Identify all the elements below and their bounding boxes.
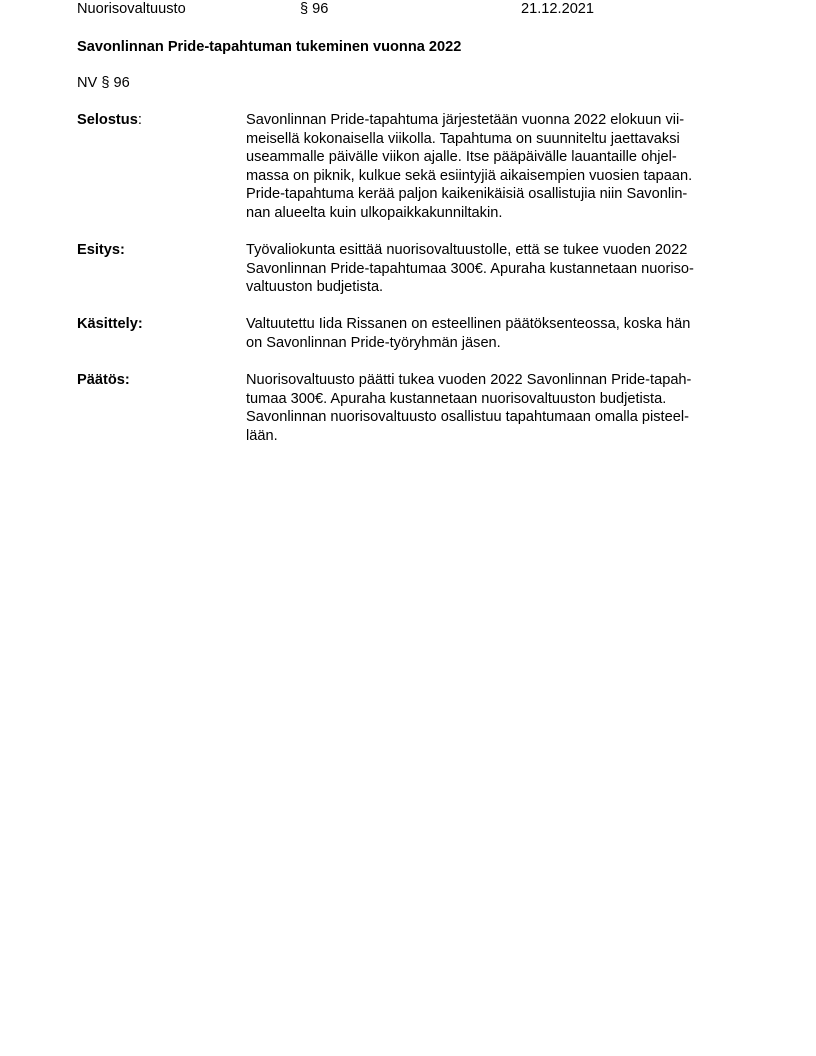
header-section-number: § 96 xyxy=(300,1,329,17)
body-line: useammalle päivälle viikon ajalle. Itse pääpäivälle lauantaille ohjel- xyxy=(246,149,677,165)
body-line: Savonlinnan Pride-tapahtumaa 300€. Apuraha kustannetaan nuoriso- xyxy=(246,260,694,277)
section-label: Käsittely: xyxy=(77,316,143,332)
body-line: Savonlinnan nuorisovaltuusto osallistuu tapahtumaan omalla pisteel- xyxy=(246,409,689,425)
body-line: valtuuston budjetista. xyxy=(246,279,384,295)
section-label xyxy=(77,111,142,130)
body-line: Pride-tapahtuma kerää paljon kaikenikäisiä osallistujia niin Savonlin- xyxy=(246,186,688,202)
body-line: Työvaliokunta esittää nuorisovaltuustolle, että se tukee vuoden 2022 xyxy=(246,242,688,258)
body-line: Nuorisovaltuusto päätti tukea vuoden 2022 Savonlinnan Pride-tapah- xyxy=(246,372,692,388)
body-line: on Savonlinnan Pride-työryhmän jäsen. xyxy=(246,334,501,351)
body-line: nan alueelta kuin ulkopaikkakunniltakin. xyxy=(246,204,503,221)
section-body xyxy=(246,315,742,352)
selostus-label-colon: : xyxy=(137,112,142,128)
body-line: meisellä kokonaisella viikolla. Tapahtuma on suunniteltu jaettavaksi xyxy=(246,130,680,147)
document-title: Savonlinnan Pride-tapahtuman tukeminen vuonna 2022 xyxy=(77,39,462,55)
section-body xyxy=(246,371,742,445)
section-body xyxy=(246,241,742,297)
section-label: Päätös: xyxy=(77,372,130,388)
section-body xyxy=(246,111,742,222)
section-label: Esitys: xyxy=(77,242,125,258)
document-reference: NV § 96 xyxy=(77,75,130,91)
body-line: Valtuutettu Iida Rissanen on esteellinen päätöksenteossa, koska hän xyxy=(246,316,691,332)
body-line: tumaa 300€. Apuraha kustannetaan nuorisovaltuuston budjetista. xyxy=(246,390,667,407)
header-organ: Nuorisovaltuusto xyxy=(77,1,186,17)
selostus-label-text: Selostus xyxy=(77,112,138,128)
body-line: massa on piknik, kulkue sekä esiintyjiä aikaisempien vuosien tapaan. xyxy=(246,167,693,184)
body-line: lään. xyxy=(246,427,278,444)
body-line: Savonlinnan Pride-tapahtuma järjestetään vuonna 2022 elokuun vii- xyxy=(246,112,685,128)
header-date: 21.12.2021 xyxy=(521,1,595,17)
